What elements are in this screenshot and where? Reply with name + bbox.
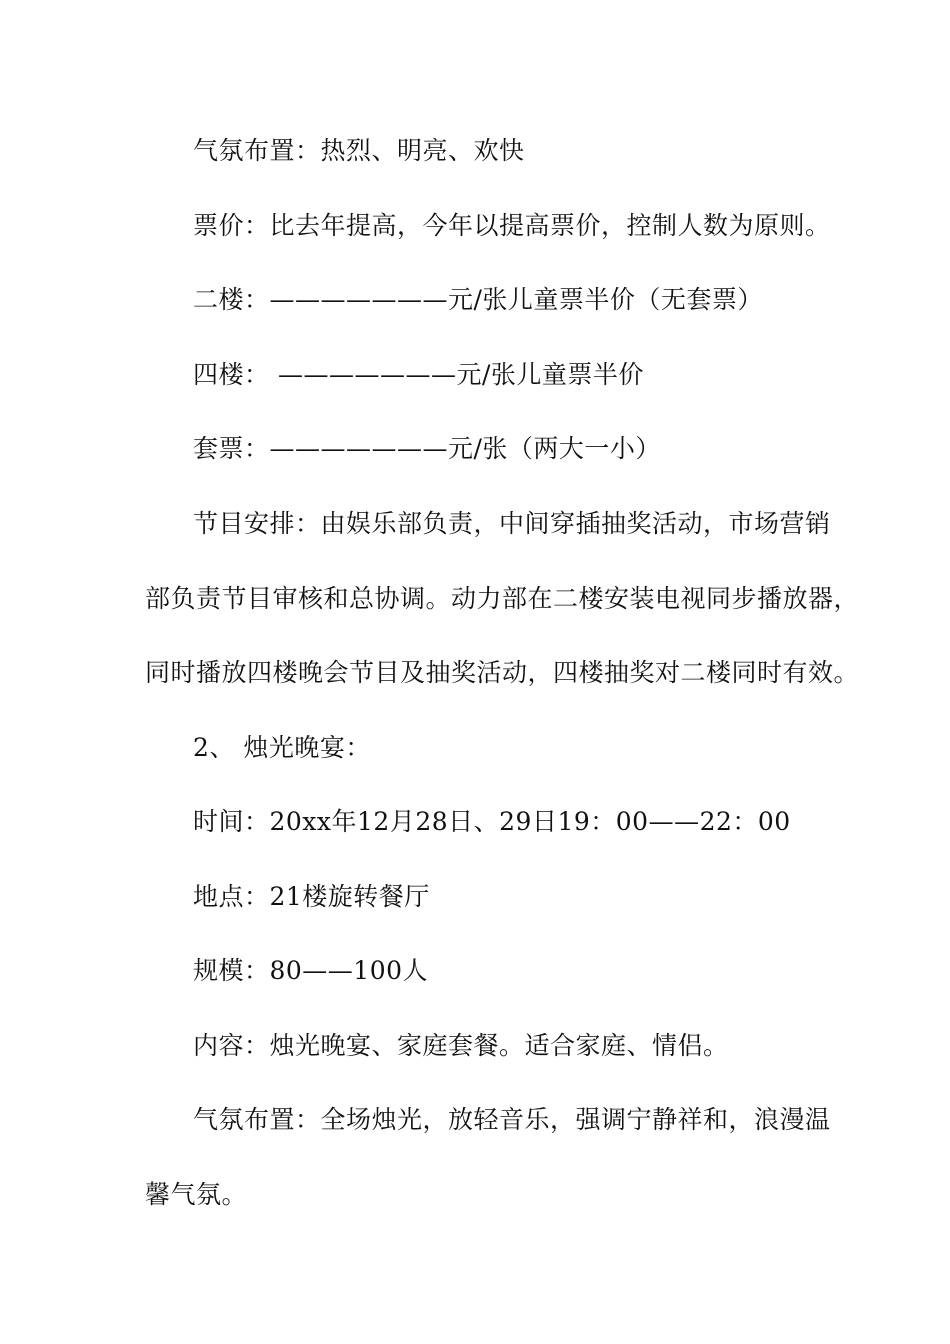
content-line: 内容：烛光晚宴、家庭套餐。适合家庭、情侣。 xyxy=(193,1031,729,1060)
location-line: 地点：21楼旋转餐厅 xyxy=(193,882,430,911)
program-arrangement-line-2: 部负责节目审核和总协调。动力部在二楼安装电视同步播放器， xyxy=(145,584,860,613)
scale-line: 规模：80——100人 xyxy=(193,956,429,985)
section-heading-candlelight-dinner: 2、 烛光晚宴： xyxy=(193,733,371,762)
dinner-atmosphere-line-2: 馨气氛。 xyxy=(145,1180,248,1209)
package-ticket-line: 套票：———————元/张（两大一小） xyxy=(193,434,661,463)
program-arrangement-line-1: 节目安排：由娱乐部负责，中间穿插抽奖活动，市场营销 xyxy=(193,509,831,538)
atmosphere-line: 气氛布置：热烈、明亮、欢快 xyxy=(193,136,525,165)
second-floor-price-line: 二楼：———————元/张儿童票半价（无套票） xyxy=(193,285,763,314)
program-arrangement-line-3: 同时播放四楼晚会节目及抽奖活动，四楼抽奖对二楼同时有效。 xyxy=(145,658,860,687)
time-line: 时间：20xx年12月28日、29日19：00——22：00 xyxy=(193,807,791,836)
ticket-price-line: 票价：比去年提高，今年以提高票价，控制人数为原则。 xyxy=(193,211,831,240)
fourth-floor-price-line: 四楼： ———————元/张儿童票半价 xyxy=(193,360,644,389)
dinner-atmosphere-line-1: 气氛布置：全场烛光，放轻音乐，强调宁静祥和，浪漫温 xyxy=(193,1105,831,1134)
